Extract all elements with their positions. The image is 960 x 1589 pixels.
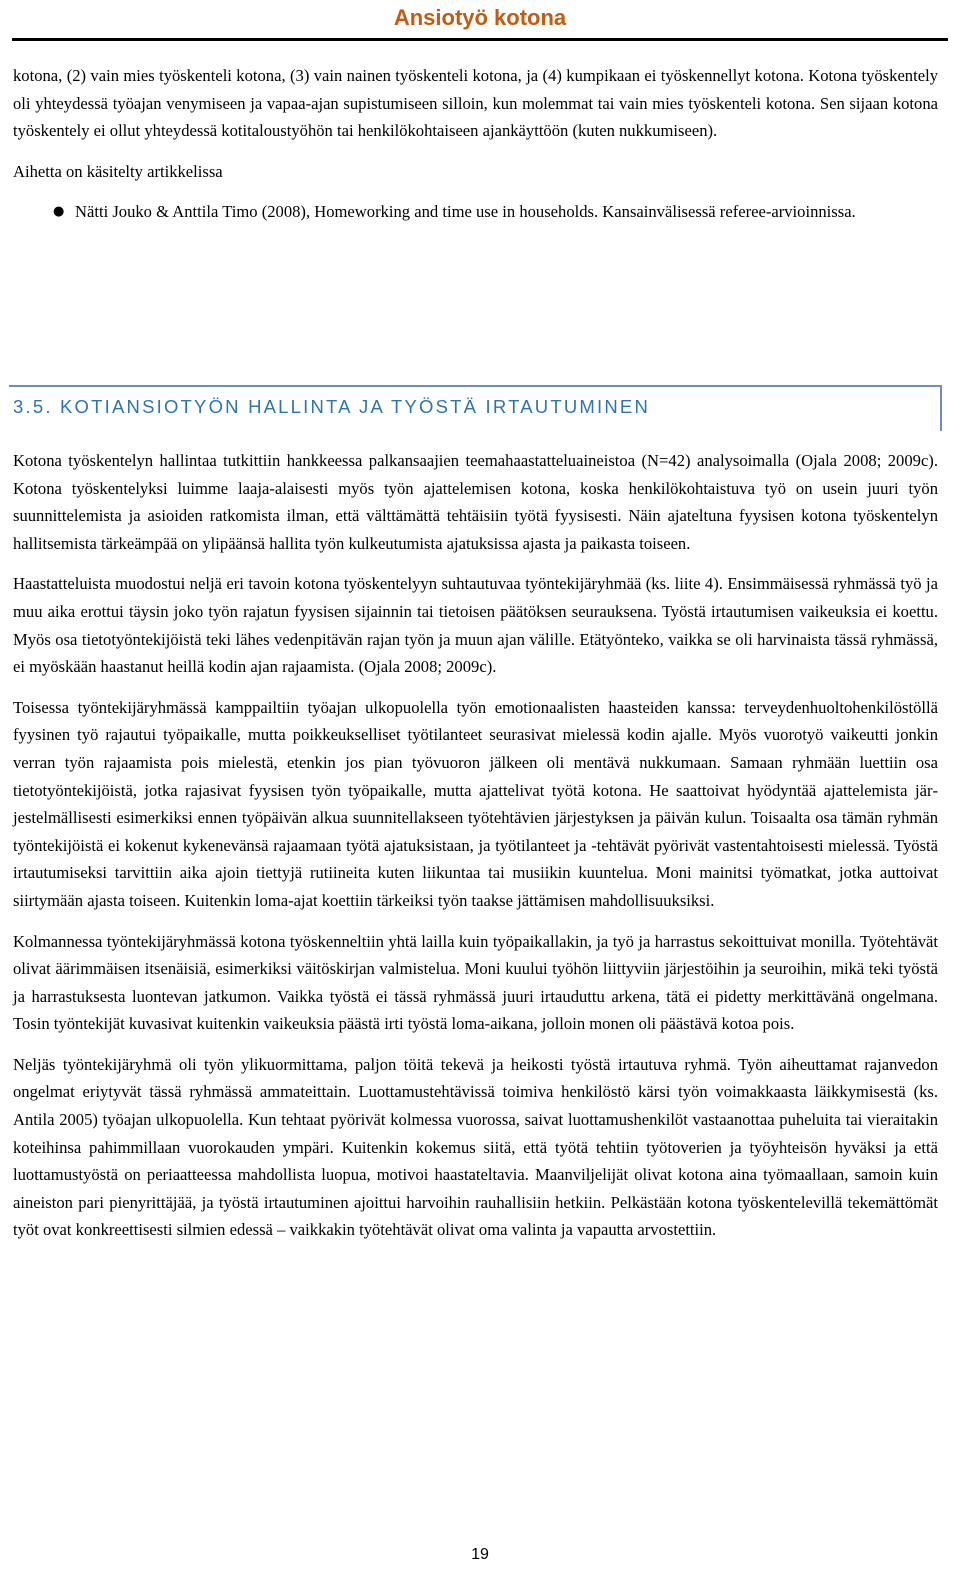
running-header-title: Ansiotyö kotona	[393, 5, 567, 30]
reference-list	[13, 198, 938, 226]
section-heading: 3.5. KOTIANSIOTYÖN HALLINTA JA TYÖSTÄ IRTAUTUMINEN	[13, 396, 651, 417]
body-paragraph: Toisessa työntekijäryhmässä kamppailtiin työajan ulkopuolella työn emotionaalisten haasteiden kanssa: terveydenhuoltohenkilöstöllä fyysinen työ rajautui työpaikalle, mutta poikkeukselliset työtilanteet seurasivat mielessä kodin ajalle. Myös vuorotyö vaikeutti jonkin verran työn rajaamista pois mielestä, etenkin jos pian työvuoron jälkeen oli mentävä nukkumaan. Samaan ryhmään luettiin osa tietotyöntekijöistä, jotka rajasivat fyysisen työn työpaikalle, mutta ajattelivat työtä kotona. He saattoivat hyödyntää ajattelemista järjestelmällisesti esimerkiksi ennen työpäivän alkua suunnitellakseen työtehtävien järjestyksen ja päivän kulun. Toisaalta osa tämän ryhmän työntekijöistä ei kokenut kykenevänsä rajaamaan työtä ajatuksistaan, ja työtilanteet ja -tehtävät pyörivät vastentahtoisesti mielessä. Työstä irtautumiseksi tarvittiin aika ajoin tiettyjä rutiineita kuten liikuntaa tai musiikin kuuntelua. Moni mainitsi työmatkat, jotka auttoivat siirtymään ajasta toiseen. Kuitenkin loma-ajat koettiin tärkeiksi työn taakse jättämisen mahdollisuuksiksi.	[13, 697, 938, 910]
intro-block	[13, 62, 938, 226]
body-paragraph: Neljäs työntekijäryhmä oli työn ylikuormittama, paljon töitä tekevä ja heikosti työstä irtautuva ryhmä. Työn aiheuttamat rajanvedon ongelmat eriytyvät tässä ryhmässä ammateittain. Luottamustehtävissä toimiva henkilöstö kärsi työn voimakkaasta läikkymisestä (ks. Antila 2005) työajan ulkopuolella. Kun tehtaat pyörivät kolmessa vuorossa, saivat luottamushenkilöt vastaanottaa puheluita tai vieraitakin koteihinsa pahimmillaan vuorokauden ympäri. Kuitenkin kokemus siitä, että työtä tehtiin työtoverien ja työyhteisön hyväksi ja että luottamustyöstä on periaatteessa mahdollista luopua, motivoi haastateltavia. Maanviljelijät olivat kotona aina työmaallaan, samoin kuin aineiston pari pienyrittäjää, ja työstä irtautuminen ajoittui harvoihin rauhallisiin hetkiin. Pelkästään kotona työskentelevillä tekemättömät työt ovat konkreettisesti silmien edessä – vaikkakin työtehtävät olivat oma valinta ja vapautta arvostettiin.	[13, 1054, 938, 1240]
article-intro-line: Aihetta on käsitelty artikkelissa	[13, 161, 223, 181]
reference-text: Nätti Jouko & Anttila Timo (2008), Homeworking and time use in households. Kansainvälisessä referee-arvioinnissa.	[75, 202, 856, 222]
body-paragraph: Kolmannessa työntekijäryhmässä kotona työskenneltiin yhtä lailla kuin työpaikallakin, ja työ ja harrastus sekoittuivat monilla. Työtehtävät olivat äärimmäisen itsenäisiä, esimerkiksi väitöskirjan valmistelua. Moni kuului työhön liittyviin järjestöihin ja seuroihin, mikä teki työstä ja harrastuksesta luontevan jatkumon. Vaikka työstä ei tässä ryhmässä juuri irtauduttu arkena, tätä ei pidetty merkittävänä ongelmana. Tosin työntekijät kuvasivat kuitenkin vaikeuksia päästä irti työstä loma-aikana, jolloin monen oli päästävä kotoa pois.	[13, 931, 938, 1034]
list-item	[13, 198, 938, 226]
header-divider	[12, 38, 948, 41]
bullet-icon: ●	[53, 204, 65, 220]
intro-paragraph: kotona, (2) vain mies työskenteli kotona, (3) vain nainen työskenteli kotona, ja (4) kumpikaan ei työskennellyt kotona. Kotona työskentely oli yhteydessä työajan venymiseen ja vapaa-ajan supistumiseen silloin, kun molemmat tai vain mies työskenteli kotona. Sen sijaan kotona työskentely ei ollut yhteydessä kotitaloustyöhön tai henkilökohtaiseen ajankäyttöön (kuten nukkumiseen).	[13, 66, 938, 141]
body-paragraph: Haastatteluista muodostui neljä eri tavoin kotona työskentelyyn suhtautuvaa työntekijäryhmää (ks. liite 4). Ensimmäisessä ryhmässä työ ja muu aika erottui täysin joko työn rajatun fyysisen sijainnin tai tietoisen päätöksen seurauksena. Työstä irtautumisen vaikeuksia ei koettu. Myös osa tietotyöntekijöistä teki lähes vedenpitävän rajan työn ja muun ajan välille. Etätyönteko, vaikka se oli harvinaista tässä ryhmässä, ei myöskään haastanut heillä kodin ajan rajaamista. (Ojala 2008; 2009c).	[13, 574, 938, 677]
page-number: 19	[471, 1546, 489, 1563]
body-paragraph: Kotona työskentelyn hallintaa tutkittiin hankkeessa palkansaajien teemahaastatteluaineistoa (N=42) analysoimalla (Ojala 2008; 2009c). Kotona työskentelyksi luimme laaja-alaisesti myös työn ajattelemisen kotona, koska henkilökohtaistuva työ on usein juuri työn suunnittelemista ja asioiden ratkomista ilman, että välttämättä tehtäisiin työtä fyysisesti. Näin ajateltuna fyysisen kotona työskentelyn hallitsemista tärkeämpää on ylipäänsä hallita työn kulkeutumista ajatuksissa ajasta ja paikasta toiseen.	[13, 451, 938, 553]
section-body	[13, 447, 938, 1244]
section-heading-box	[9, 385, 942, 431]
